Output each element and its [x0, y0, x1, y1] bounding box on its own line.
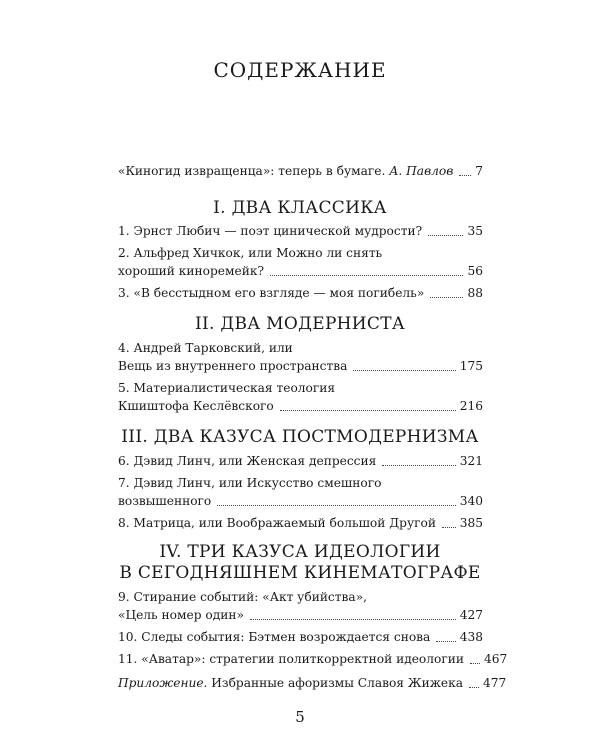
appendix-label: Приложение.: [118, 676, 208, 690]
section-heading-4: IV. ТРИ КАЗУСА ИДЕОЛОГИИ В СЕГОДНЯШНЕМ КИНЕМАТОГРАФЕ: [119, 542, 481, 583]
dot-leader: [428, 235, 463, 236]
intro-text: «Киногид извращенца»: теперь в бумаге.: [118, 164, 386, 178]
appendix-page: 477: [483, 676, 507, 690]
dot-leader: [217, 505, 455, 506]
intro-author: А. Павлов: [389, 164, 454, 178]
section-heading-3: III. ДВА КАЗУСА ПОСТМОДЕРНИЗМА: [121, 427, 479, 447]
dot-leader: [436, 641, 455, 642]
dot-leader: [470, 663, 480, 664]
toc-entry[interactable]: 2. Альфред Хичкок, или Можно ли снять хороший кинoремейк? 56: [118, 246, 483, 278]
toc-entry[interactable]: 5. Материалистическая теология Кшиштофа Кеслёвского 216: [118, 381, 483, 413]
dot-leader: [382, 465, 455, 466]
intro-page: 7: [475, 164, 483, 178]
toc-entry[interactable]: 4. Андрей Тарковский, или Вещь из внутреннего пространства 175: [118, 341, 483, 373]
page-number: 5: [295, 708, 305, 726]
dot-leader: [430, 297, 463, 298]
appendix-text: Избранные афоризмы Славоя Жижека: [211, 676, 463, 690]
toc-entry[interactable]: 9. Стирание событий: «Акт убийства», «Цель номер один» 427: [118, 590, 483, 622]
dot-leader: [250, 619, 456, 620]
toc-entry[interactable]: 6. Дэвид Линч, или Женская депрессия 321: [118, 454, 483, 468]
dot-leader: [353, 370, 455, 371]
section-4-entries: [118, 588, 508, 668]
toc-entry[interactable]: 1. Эрнст Любич — поэт цинической мудрости? 35: [118, 224, 483, 238]
dot-leader: [442, 527, 456, 528]
section-2-entries: [118, 339, 483, 415]
section-3-entries: [118, 452, 483, 532]
dot-leader: [469, 687, 479, 688]
toc-entry[interactable]: 7. Дэвид Линч, или Искусство смешного возвышенного 340: [118, 476, 483, 508]
toc-entry[interactable]: 10. Следы события: Бэтмен возрождается снова 438: [118, 630, 483, 644]
dot-leader: [280, 410, 456, 411]
toc-entry[interactable]: 11. «Аватар»: стратегии политкорректной идеологии 467: [118, 652, 508, 666]
section-heading-1: I. ДВА КЛАССИКА: [213, 198, 387, 218]
page-title: СОДЕРЖАНИЕ: [213, 58, 387, 82]
toc-entry[interactable]: 3. «В бесстыдном его взгляде — моя погибель» 88: [118, 286, 483, 300]
section-1-entries: [118, 222, 483, 302]
dot-leader: [459, 175, 471, 176]
section-heading-2: II. ДВА МОДЕРНИСТА: [194, 314, 406, 334]
dot-leader: [270, 275, 464, 276]
appendix-entry[interactable]: [118, 674, 507, 692]
toc-entry[interactable]: 8. Матрица, или Воображаемый большой Другой 385: [118, 516, 483, 530]
intro-entry: [118, 162, 483, 180]
